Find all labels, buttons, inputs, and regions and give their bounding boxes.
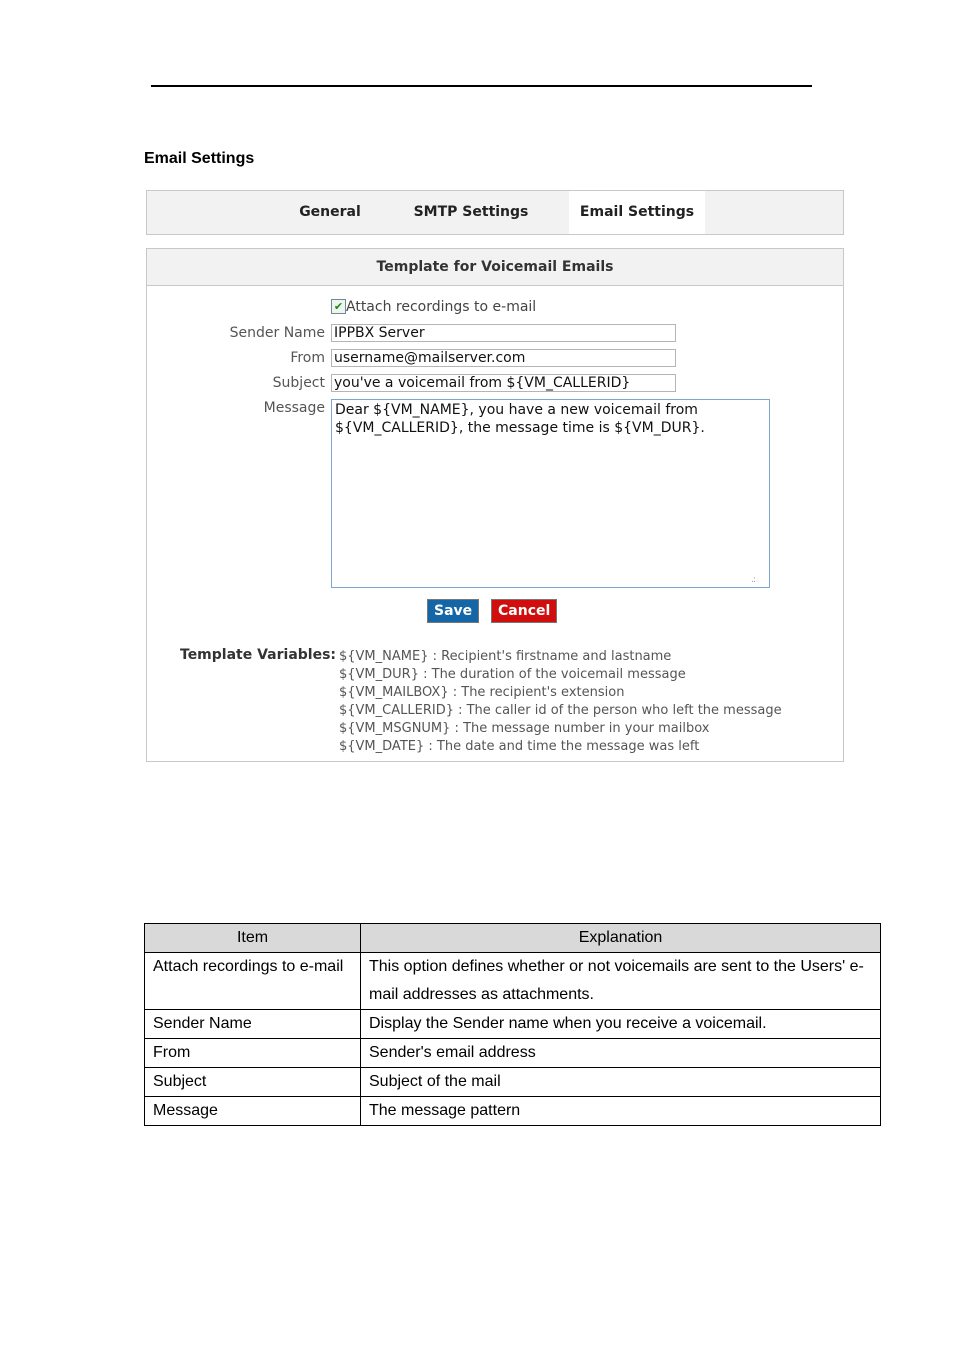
template-variable-item: ${VM_NAME} : Recipient's firstname and lastname: [339, 649, 672, 664]
attach-recordings-label: Attach recordings to e-mail: [346, 299, 537, 315]
from-label: From: [290, 350, 325, 366]
tab-bar: [146, 190, 844, 235]
explanation-table: [144, 923, 881, 1126]
column-header-explanation: Explanation: [361, 924, 881, 953]
cancel-button[interactable]: Cancel: [491, 599, 557, 623]
item-cell: Sender Name: [145, 1010, 361, 1039]
sender-name-input[interactable]: [331, 324, 676, 342]
table-row: [145, 1068, 881, 1097]
tab-email-settings[interactable]: Email Settings: [569, 191, 705, 234]
explanation-cell: Display the Sender name when you receive a voicemail.: [361, 1010, 881, 1039]
template-variables-title: Template Variables:: [180, 647, 337, 663]
item-cell: Attach recordings to e-mail: [145, 953, 361, 1010]
resize-grip-icon[interactable]: .:: [751, 575, 755, 585]
table-header-row: [145, 924, 881, 953]
from-input[interactable]: [331, 349, 676, 367]
header-rule: [151, 85, 812, 87]
table-row: [145, 1010, 881, 1039]
template-variable-item: ${VM_MSGNUM} : The message number in your mailbox: [339, 721, 710, 736]
explanation-cell: Subject of the mail: [361, 1068, 881, 1097]
panel-title: Template for Voicemail Emails: [147, 249, 843, 286]
sender-name-label: Sender Name: [229, 325, 325, 341]
attach-recordings-checkbox[interactable]: ✔: [331, 299, 346, 314]
voicemail-template-panel: [146, 248, 844, 762]
item-cell: Subject: [145, 1068, 361, 1097]
subject-label: Subject: [272, 375, 325, 391]
table-row: [145, 1097, 881, 1126]
table-row: [145, 1039, 881, 1068]
column-header-item: Item: [145, 924, 361, 953]
save-button[interactable]: Save: [427, 599, 479, 623]
template-variables-list: [339, 648, 782, 756]
template-variable-item: ${VM_MAILBOX} : The recipient's extension: [339, 685, 625, 700]
message-textarea[interactable]: [331, 399, 770, 588]
explanation-cell: Sender's email address: [361, 1039, 881, 1068]
item-cell: Message: [145, 1097, 361, 1126]
explanation-cell: The message pattern: [361, 1097, 881, 1126]
explanation-cell: This option defines whether or not voicemails are sent to the Users' e-mail addresses as attachments.: [361, 953, 881, 1010]
tab-general[interactable]: General: [299, 204, 361, 220]
template-variable-item: ${VM_DATE} : The date and time the message was left: [339, 739, 700, 754]
tab-smtp-settings[interactable]: SMTP Settings: [413, 204, 529, 220]
item-cell: From: [145, 1039, 361, 1068]
template-variable-item: ${VM_DUR} : The duration of the voicemail message: [339, 667, 686, 682]
subject-input[interactable]: [331, 374, 676, 392]
template-variable-item: ${VM_CALLERID} : The caller id of the person who left the message: [339, 703, 782, 718]
message-label: Message: [263, 400, 325, 416]
section-heading: Email Settings: [144, 150, 255, 167]
table-row: [145, 953, 881, 1010]
